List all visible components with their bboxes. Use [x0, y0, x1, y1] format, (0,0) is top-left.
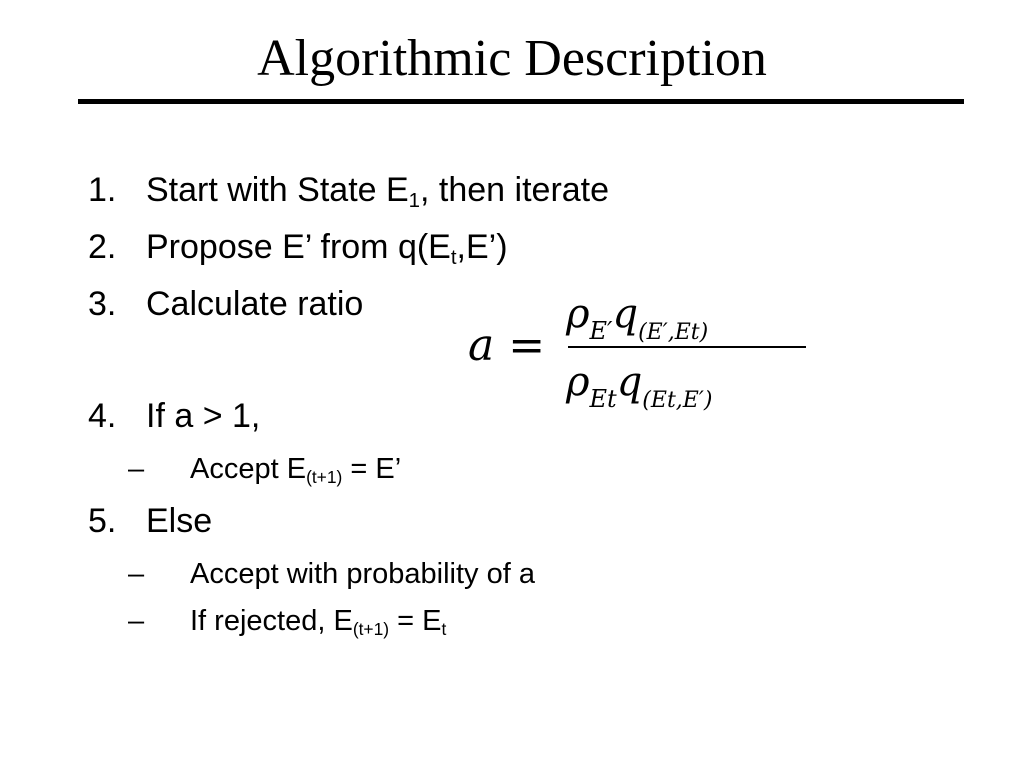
rho-symbol: ρ — [566, 291, 590, 337]
item-text-pre: Start with State E — [146, 171, 409, 209]
fraction-bar — [568, 346, 806, 348]
sub-item-text-pre: Accept E — [190, 453, 307, 485]
item-text: Else — [146, 502, 213, 540]
item-subscript: 1 — [408, 190, 421, 213]
formula-lhs: a = — [468, 320, 546, 371]
formula-denominator — [566, 358, 712, 413]
item-number: 4. — [88, 397, 117, 435]
sub-item-text-post: = E’ — [342, 453, 402, 485]
item-text — [146, 227, 508, 270]
sub-item-text: Accept with probability of a — [190, 558, 535, 590]
sub-item-text-mid: = E — [389, 605, 442, 637]
item-text: Calculate ratio — [146, 285, 364, 323]
formula-numerator — [566, 290, 708, 345]
item-text-post: ,E’) — [456, 228, 508, 266]
sub-item-dash: – — [128, 453, 145, 485]
q-symbol: q — [616, 359, 643, 405]
slide-title: Algorithmic Description — [257, 30, 767, 87]
q-subscript: (Et,E′) — [642, 388, 713, 413]
sub-item-dash: – — [128, 558, 145, 590]
q-subscript: (E′,Et) — [638, 320, 709, 345]
sub-item-text-pre: If rejected, E — [190, 605, 353, 637]
sub-item-text — [190, 604, 446, 638]
sub-item-subscript-2: t — [441, 619, 447, 640]
title-underline — [78, 99, 964, 104]
item-number: 2. — [88, 228, 117, 266]
sub-item-dash: – — [128, 605, 145, 637]
item-text-pre: Propose E’ from q(E — [146, 228, 451, 266]
sub-item-subscript: (t+1) — [352, 619, 390, 640]
sub-item-subscript: (t+1) — [306, 467, 343, 488]
sub-item-text — [190, 452, 401, 486]
rho-subscript: E′ — [589, 317, 613, 345]
item-number: 3. — [88, 285, 117, 323]
q-symbol: q — [612, 291, 639, 337]
item-number: 5. — [88, 502, 117, 540]
rho-symbol: ρ — [566, 359, 590, 405]
item-text-post: , then iterate — [420, 171, 610, 209]
rho-subscript: Et — [589, 385, 617, 413]
item-number: 1. — [88, 171, 117, 209]
ratio-formula — [462, 290, 822, 430]
item-subscript: t — [450, 247, 457, 270]
item-text — [146, 170, 610, 213]
item-text: If a > 1, — [146, 397, 261, 435]
